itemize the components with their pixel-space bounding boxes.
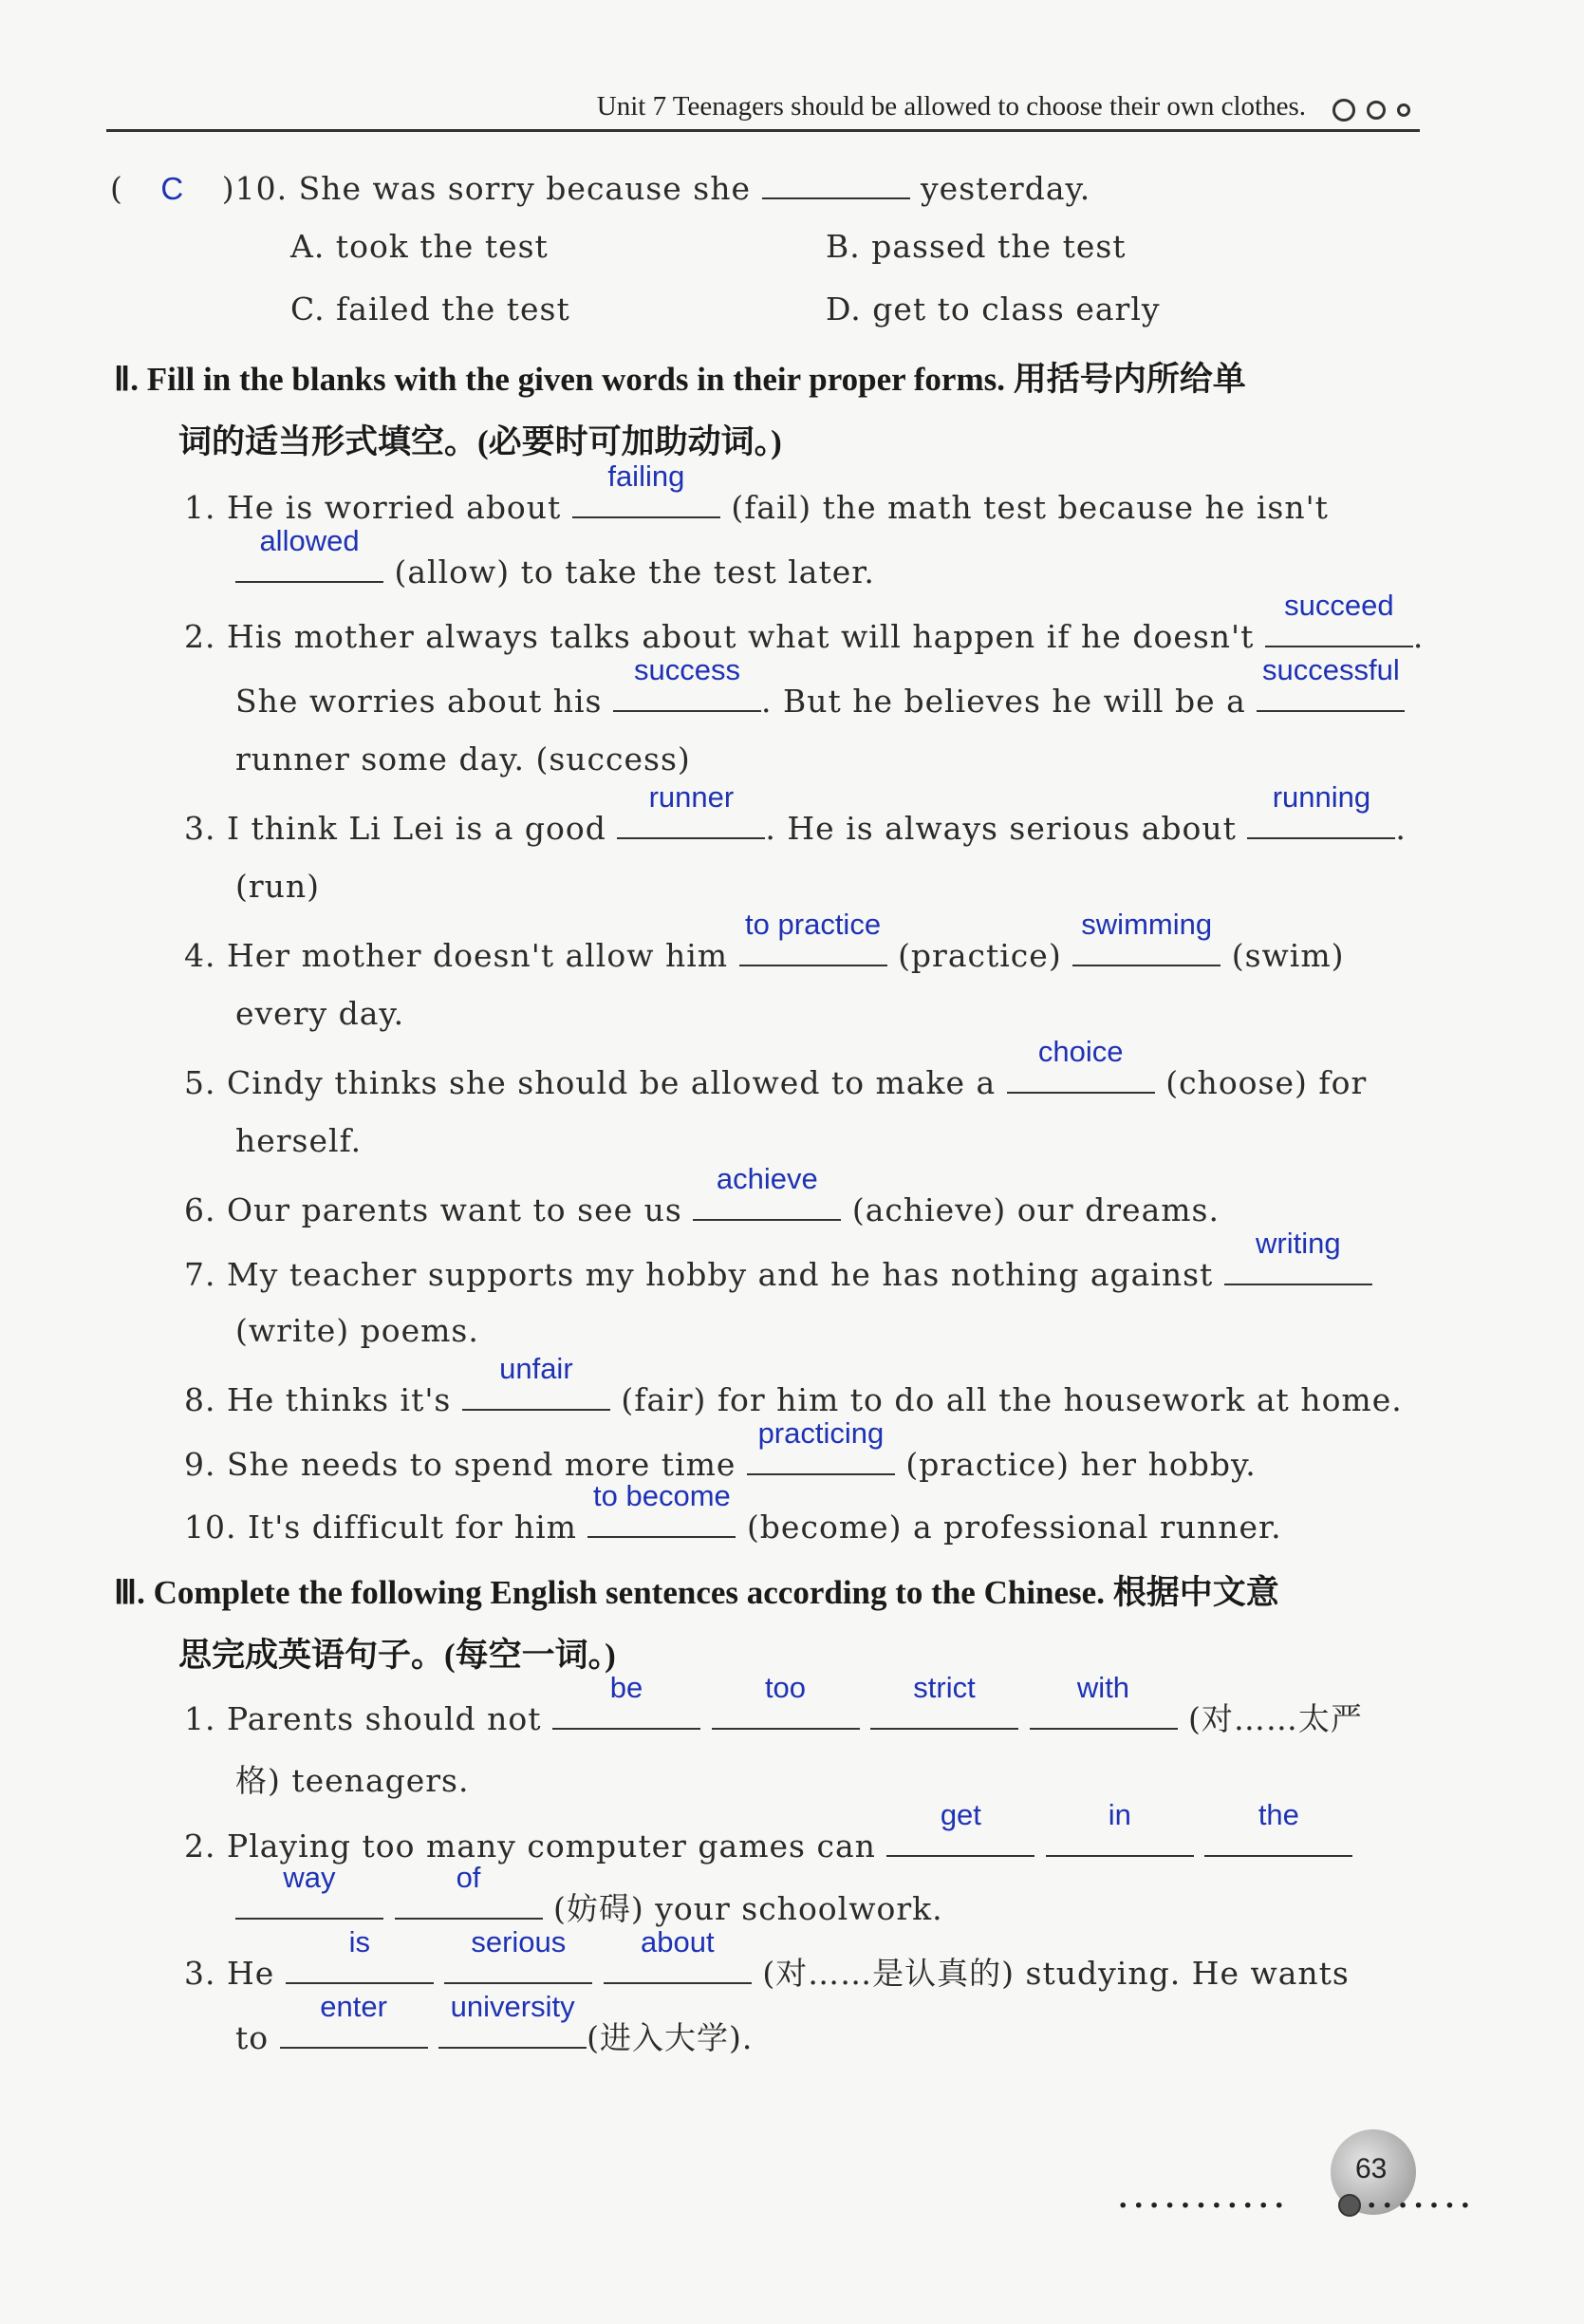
s2-item-6: 6. Our parents want to see us achieve (achieve) our dreams. xyxy=(184,1162,1220,1228)
s2-item-7: 7. My teacher supports my hobby and he has nothing against writing xyxy=(184,1249,1372,1293)
s2-item-2-cont2: runner some day. (success) xyxy=(235,740,691,778)
answer-blank[interactable]: failing xyxy=(572,482,720,518)
answer-blank[interactable]: of xyxy=(395,1884,543,1920)
s3-item-1-cont: 格) teenagers. xyxy=(235,1762,470,1799)
s2-item-2-cont: She worries about his success . But he believes he will be a successful xyxy=(235,676,1405,720)
section-2-title: Ⅱ. Fill in the blanks with the given words in their proper forms. 用括号内所给单 xyxy=(114,361,1246,398)
circle-icon xyxy=(1367,101,1386,120)
answer-blank[interactable]: strict xyxy=(870,1694,1018,1730)
answer-blank[interactable]: is xyxy=(286,1948,434,1984)
answer-blank[interactable]: enter xyxy=(280,2013,428,2049)
option-c: C. failed the test xyxy=(290,290,570,328)
s2-item-3: 3. I think Li Lei is a good runner . He is always serious about running . xyxy=(184,780,1407,847)
s3-item-3: 3. He is serious about (对……是认真的) studying. He wants xyxy=(184,1925,1350,1992)
s3-item-2-cont: way of (妨碍) your schoolwork. xyxy=(235,1884,943,1929)
answer-blank[interactable] xyxy=(762,163,910,199)
answer-blank[interactable]: serious xyxy=(444,1948,592,1984)
answer-blank[interactable]: way xyxy=(235,1884,383,1920)
answer-blank[interactable]: successful xyxy=(1257,676,1405,712)
answer-blank[interactable]: swimming xyxy=(1072,930,1221,966)
footer-dots-right: ······· xyxy=(1367,2189,1477,2222)
s2-item-1: 1. He is worried about failing (fail) the math test because he isn't xyxy=(184,459,1329,526)
section-3-title: Ⅲ. Complete the following English sentences according to the Chinese. 根据中文意 xyxy=(114,1574,1279,1611)
answer-blank[interactable]: achieve xyxy=(693,1185,841,1221)
question-10: ( C )10. She was sorry because she yesterday. xyxy=(110,163,1090,207)
s2-item-2: 2. His mother always talks about what will happen if he doesn't succeed . xyxy=(184,589,1425,655)
answer-blank[interactable]: the xyxy=(1204,1821,1352,1857)
answer-blank[interactable]: too xyxy=(712,1694,860,1730)
answer-blank[interactable]: about xyxy=(604,1948,752,1984)
s2-item-7-cont: (write) poems. xyxy=(235,1312,479,1349)
s3-item-1: 1. Parents should not be too strict with (对……太严 xyxy=(184,1671,1363,1737)
s2-item-3-cont: (run) xyxy=(235,868,321,905)
answer-blank[interactable]: unfair xyxy=(462,1375,610,1411)
option-a: A. took the test xyxy=(290,228,549,265)
answer-blank[interactable]: succeed xyxy=(1265,611,1413,647)
answer-blank[interactable]: practicing xyxy=(747,1439,895,1475)
answer-letter: C xyxy=(160,171,185,206)
answer-blank[interactable]: choice xyxy=(1007,1058,1155,1094)
circle-icon xyxy=(1397,103,1410,117)
s2-item-5: 5. Cindy thinks she should be allowed to make a choice (choose) for xyxy=(184,1035,1368,1101)
footer-dots-left: ··········· xyxy=(1118,2189,1290,2222)
page-number: 63 xyxy=(1355,2153,1388,2184)
answer-blank[interactable]: allowed xyxy=(235,547,383,583)
section-3-title-cont: 思完成英语句子。(每空一词。) xyxy=(178,1637,616,1674)
s3-item-2: 2. Playing too many computer games can get in the xyxy=(184,1821,1352,1865)
answer-blank[interactable]: running xyxy=(1247,803,1395,839)
footer-ball-icon xyxy=(1338,2194,1361,2217)
answer-blank[interactable]: to practice xyxy=(739,930,887,966)
unit-title: Unit 7 Teenagers should be allowed to choose their own clothes. xyxy=(596,91,1306,122)
answer-blank[interactable]: get xyxy=(886,1821,1034,1857)
option-d: D. get to class early xyxy=(826,290,1161,328)
answer-blank[interactable]: writing xyxy=(1224,1249,1372,1285)
s2-item-4: 4. Her mother doesn't allow him to practice (practice) swimming (swim) xyxy=(184,908,1345,974)
s2-item-5-cont: herself. xyxy=(235,1122,363,1159)
answer-blank[interactable]: with xyxy=(1030,1694,1178,1730)
s3-item-3-cont: to enter university (进入大学). xyxy=(235,1990,754,2056)
option-b: B. passed the test xyxy=(826,228,1127,265)
s2-item-8: 8. He thinks it's unfair (fair) for him to do all the housework at home. xyxy=(184,1352,1403,1418)
answer-blank[interactable]: success xyxy=(613,676,761,712)
answer-blank[interactable]: university xyxy=(438,2013,587,2049)
answer-blank[interactable]: in xyxy=(1046,1821,1194,1857)
circle-icon xyxy=(1332,99,1355,122)
header-circles-decoration xyxy=(1332,99,1410,122)
section-2-title-cont: 词的适当形式填空。(必要时可加助动词。) xyxy=(178,423,782,460)
s2-item-4-cont: every day. xyxy=(235,995,405,1032)
s2-item-1-cont: allowed (allow) to take the test later. xyxy=(235,547,875,590)
page-header xyxy=(106,87,1420,132)
answer-blank[interactable]: runner xyxy=(617,803,765,839)
s2-item-10: 10. It's difficult for him to become (become) a professional runner. xyxy=(184,1479,1282,1546)
answer-blank[interactable]: be xyxy=(552,1694,700,1730)
answer-blank[interactable]: to become xyxy=(587,1502,736,1538)
s2-item-9: 9. She needs to spend more time practicing (practice) her hobby. xyxy=(184,1416,1257,1483)
